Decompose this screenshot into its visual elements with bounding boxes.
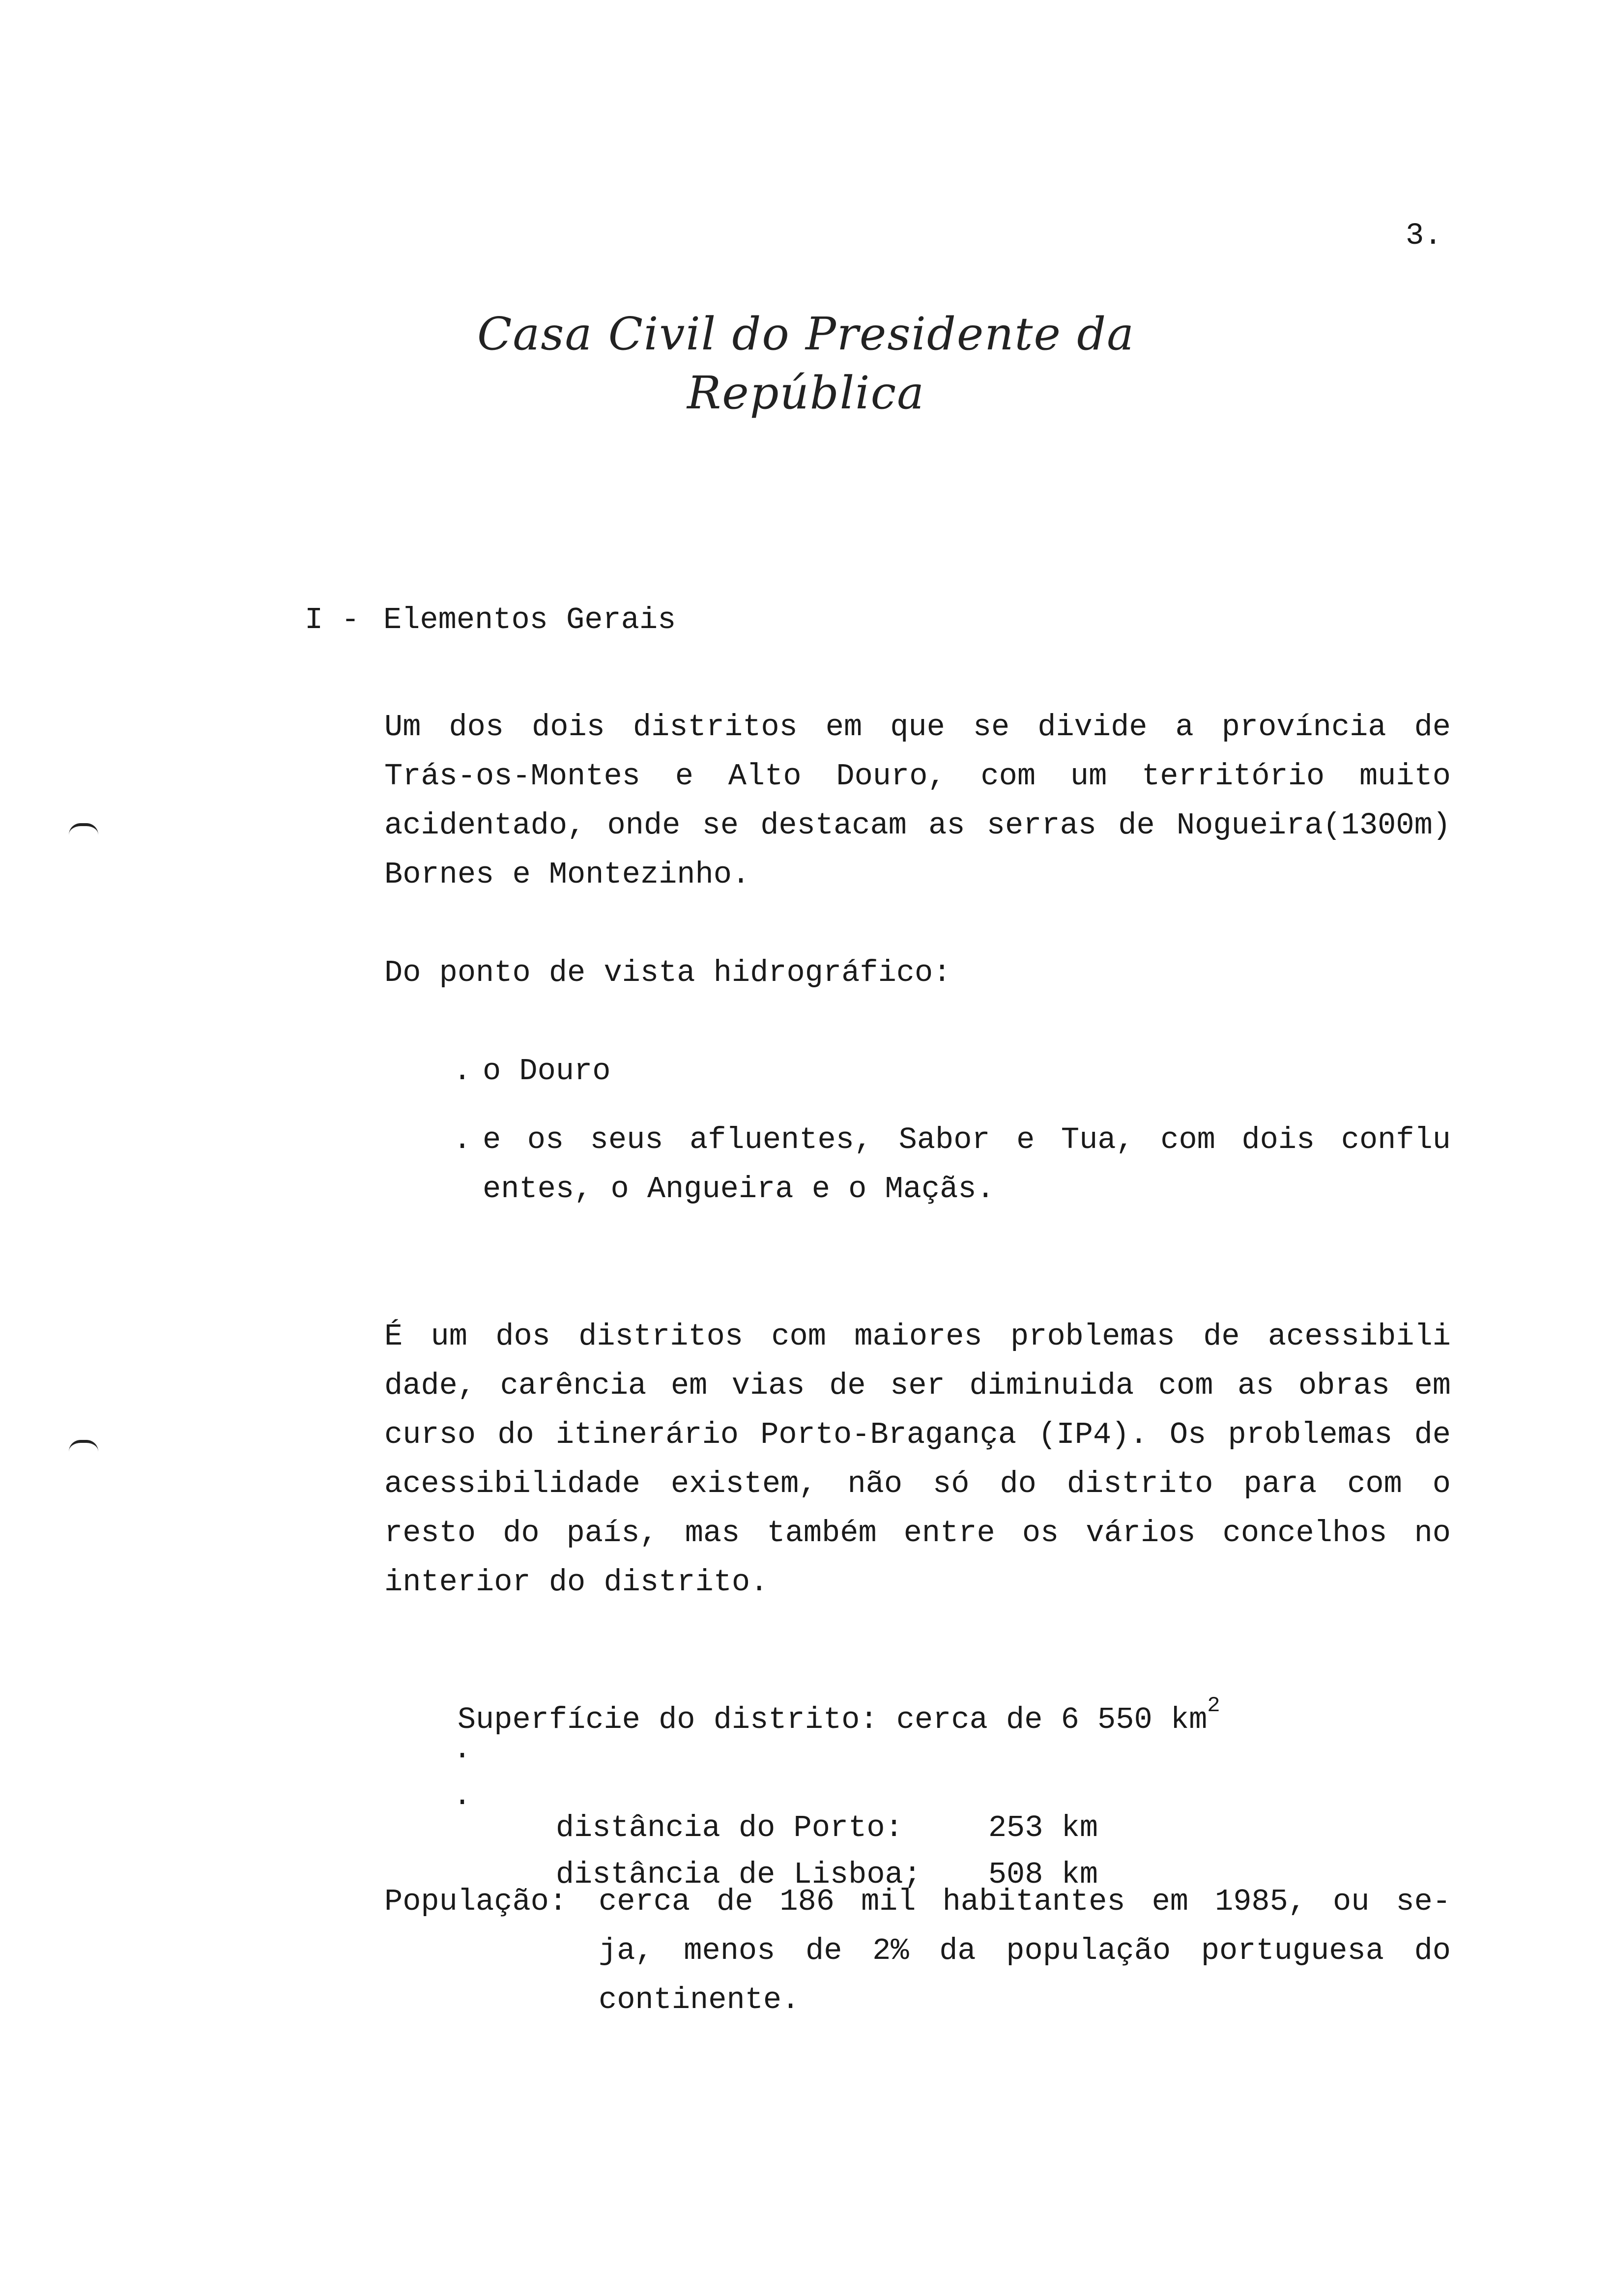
distance-label: distância do Porto: xyxy=(555,1810,903,1845)
distance-value: 508 km xyxy=(988,1857,1098,1892)
bullet-marker: . xyxy=(453,1054,472,1089)
list-item-text: e os seus afluentes, Sabor e Tua, com dois conflu entes, o Angueira e o Maçãs. xyxy=(483,1122,1451,1206)
hydro-intro: Do ponto de vista hidrográfico: xyxy=(384,955,951,990)
distance-label: distância de Lisboa; xyxy=(555,1857,921,1892)
paragraph-geography: Um dos dois distritos em que se divide a província de Trás-os-Montes e Alto Douro, com um território muito acidentado, onde se destacam as serras de Nogueira(1300m) Bornes e Montezinho. xyxy=(384,710,1451,892)
population-text: cerca de 186 mil habitantes em 1985, ou se- ja, menos de 2% da população portuguesa do continente. xyxy=(599,1884,1451,2017)
bullet-marker: . xyxy=(453,1122,472,1157)
bullet-marker: . xyxy=(453,1732,472,1767)
population-label: População: xyxy=(384,1884,568,1919)
section-title: Elementos Gerais xyxy=(383,603,676,637)
list-item xyxy=(453,1116,1451,1214)
paragraph-accessibility: É um dos distritos com maiores problemas de acessibili dade, carência em vias de ser diminuida com as obras em curso do itinerário Porto-Bragança (IP4). Os problemas de acessibilidade existem, não só do distrito para com o resto do país, mas também entre os vários concelhos no interior do distrito. xyxy=(384,1319,1451,1600)
list-item xyxy=(453,1047,1451,1096)
margin-mark xyxy=(69,823,98,835)
section-numeral: I - xyxy=(305,603,360,637)
letterhead-title: Casa Civil do Presidente da República xyxy=(477,308,1135,419)
surface-text: Superfície do distrito: cerca de 6 550 km xyxy=(457,1702,1208,1737)
list-item-text: o Douro xyxy=(483,1054,611,1089)
margin-mark xyxy=(69,1440,98,1452)
bullet-marker: . xyxy=(453,1779,472,1813)
surface-superscript: 2 xyxy=(1207,1693,1220,1718)
section-heading xyxy=(305,601,676,640)
distance-value: 253 km xyxy=(988,1810,1098,1845)
page-number: 3. xyxy=(1406,218,1442,253)
